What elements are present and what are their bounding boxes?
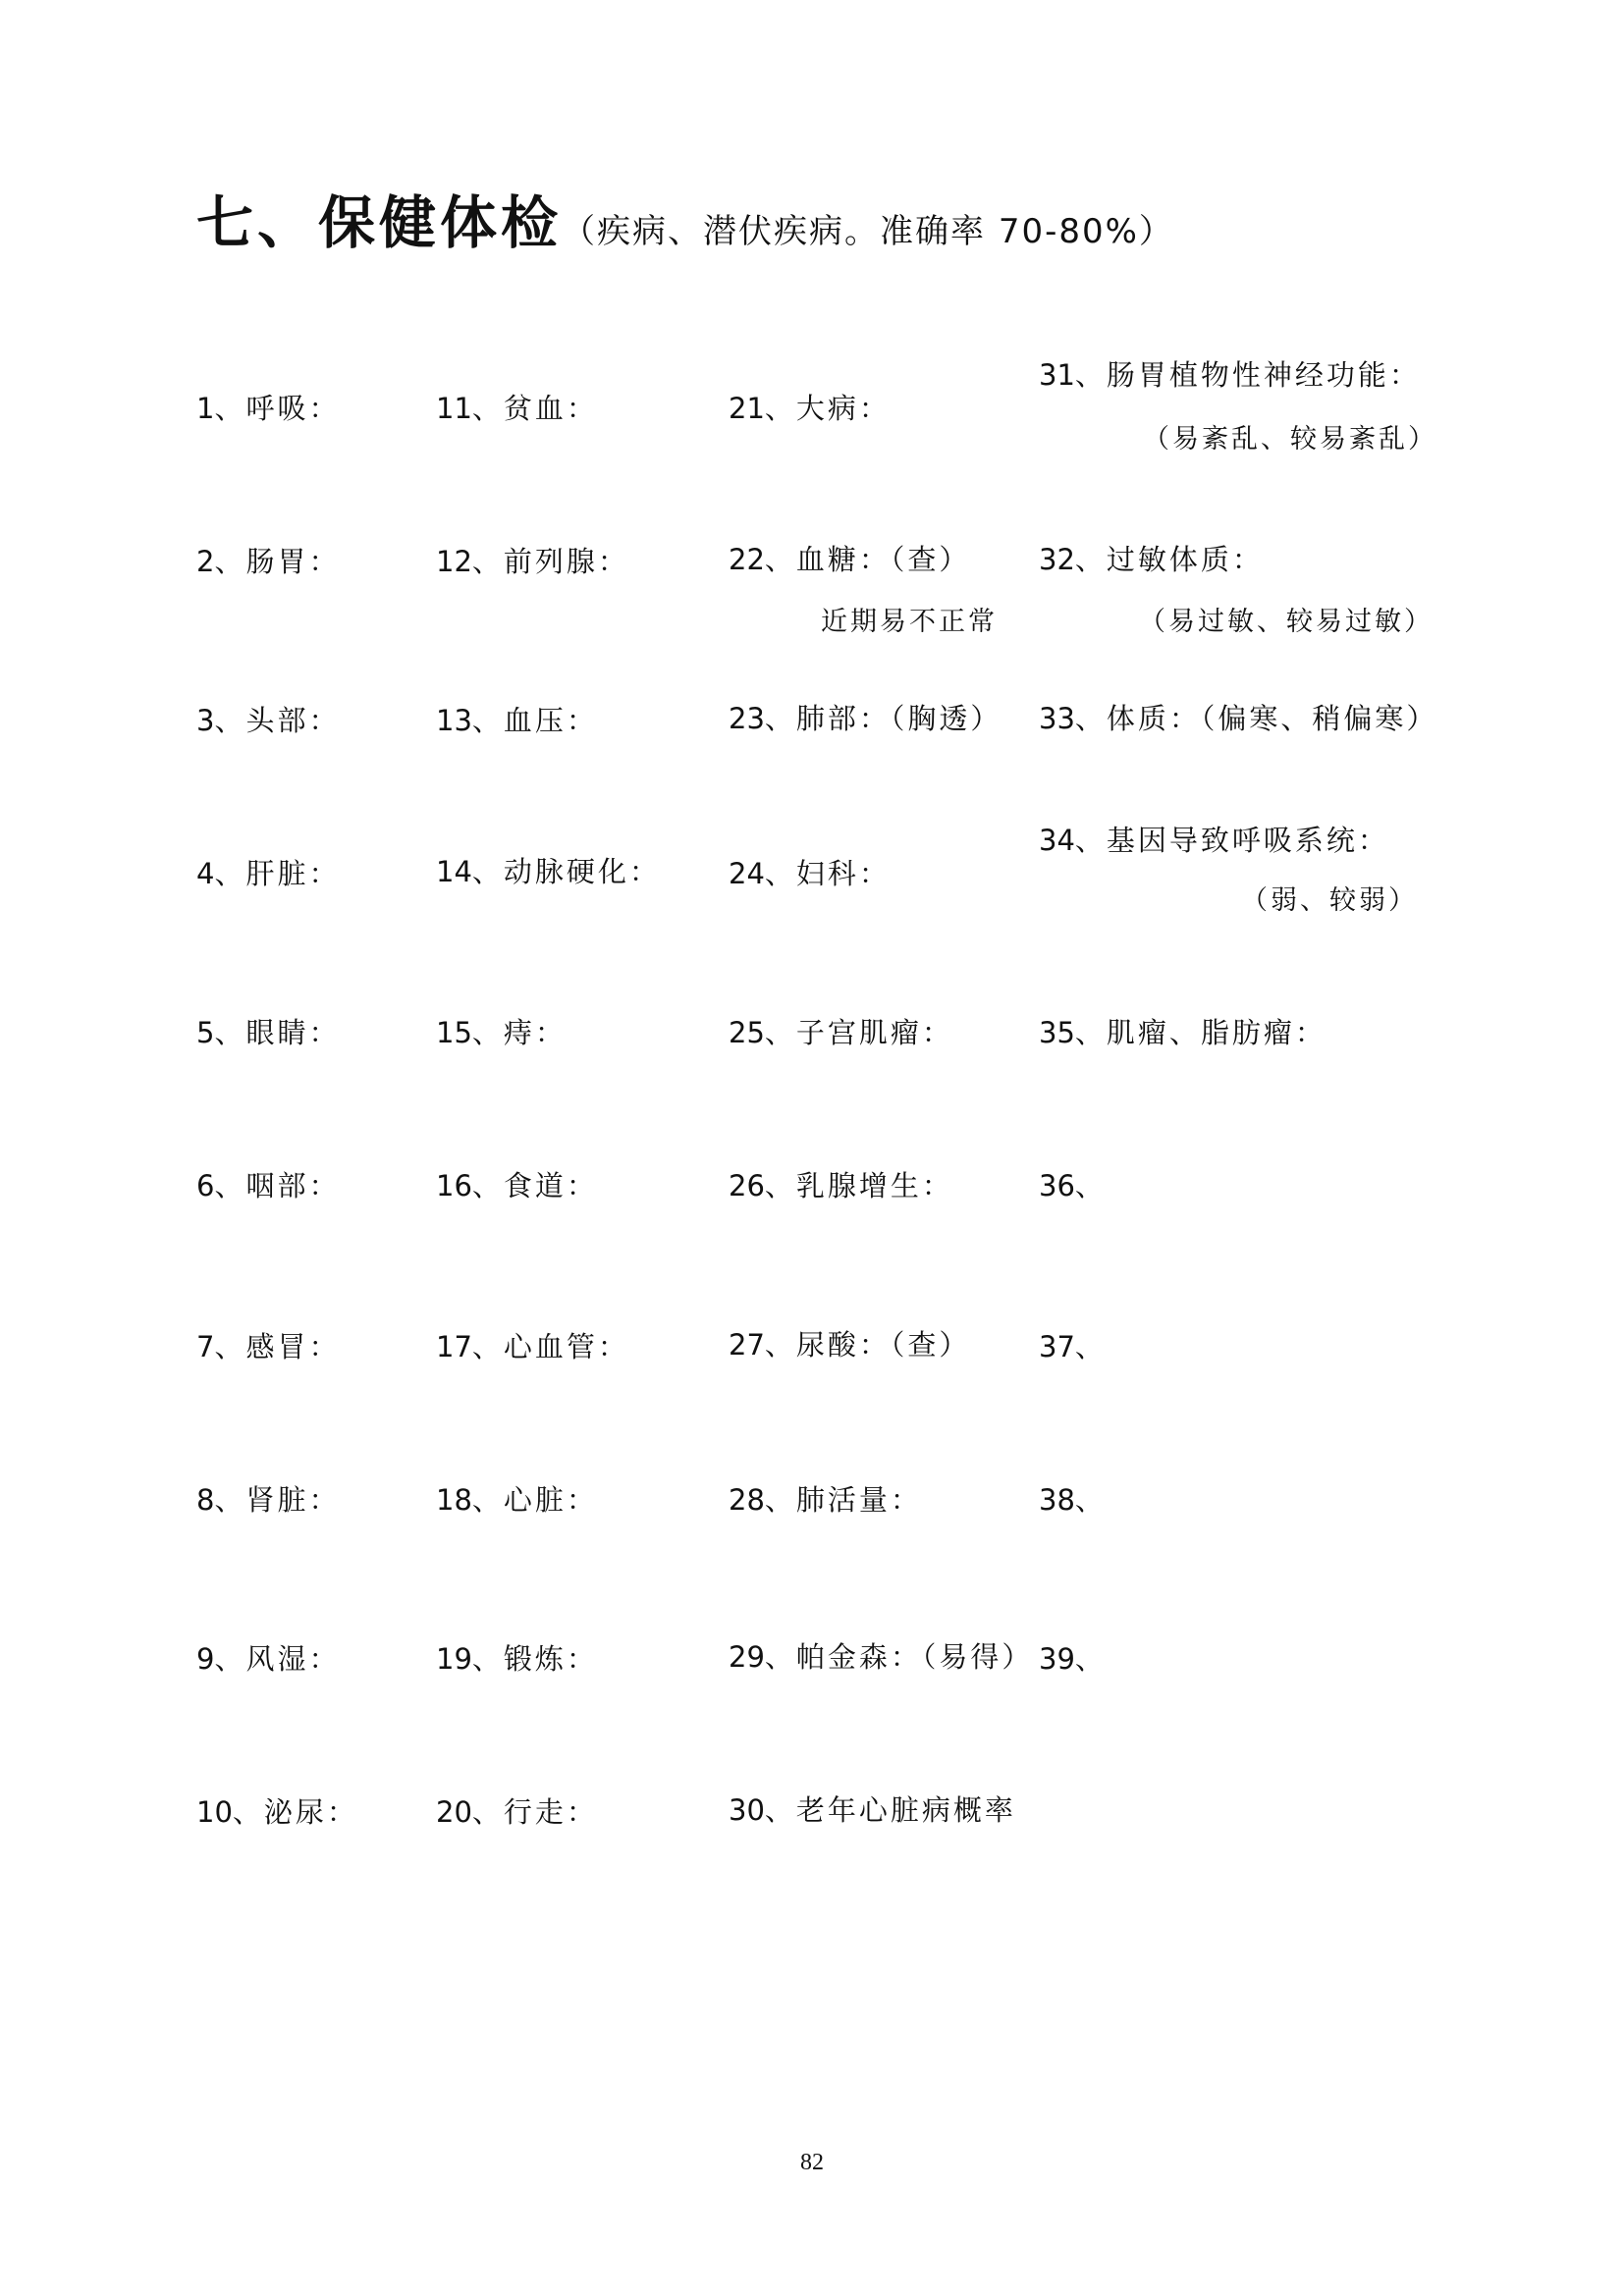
item-note: （易过敏、较易过敏）	[1139, 607, 1434, 637]
list-item: 10、泌尿：	[196, 1795, 358, 1829]
list-item: 15、痔：	[436, 1016, 567, 1049]
list-item: 8、肾脏：	[196, 1483, 341, 1517]
list-item: 28、肺活量：	[729, 1483, 922, 1517]
list-item: 25、子宫肌瘤：	[729, 1016, 953, 1049]
list-item: 21、大病：	[729, 392, 891, 425]
list-item: 20、行走：	[436, 1795, 598, 1829]
title-subtitle: （疾病、潜伏疾病。准确率 70-80%）	[562, 212, 1174, 251]
list-item: 12、前列腺：	[436, 545, 629, 578]
page-title	[196, 177, 1174, 259]
list-item: 38、	[1039, 1483, 1107, 1517]
list-item: 37、	[1039, 1330, 1107, 1363]
page-number: 82	[800, 2150, 824, 2175]
list-item: 36、	[1039, 1169, 1107, 1202]
title-main: 七、保健体检	[196, 189, 563, 256]
list-item: 19、锻炼：	[436, 1642, 598, 1676]
list-item: 13、血压：	[436, 704, 598, 737]
list-item: 26、乳腺增生：	[729, 1169, 953, 1202]
list-item: 11、贫血：	[436, 392, 598, 425]
item-note: （易紊乱、较易紊乱）	[1143, 424, 1437, 454]
list-item: 1、呼吸：	[196, 392, 341, 425]
list-item: 18、心脏：	[436, 1483, 598, 1517]
list-item: 17、心血管：	[436, 1330, 629, 1363]
list-item: 30、老年心脏病概率	[729, 1793, 1016, 1827]
list-item: 7、感冒：	[196, 1330, 341, 1363]
list-item: 35、肌瘤、脂肪瘤：	[1039, 1016, 1326, 1049]
list-item: 5、眼睛：	[196, 1016, 341, 1049]
list-item: 16、食道：	[436, 1169, 598, 1202]
list-item: 33、体质：（偏寒、稍偏寒）	[1039, 702, 1438, 735]
list-item: 22、血糖：（查）	[729, 543, 971, 576]
list-item: 29、帕金森：（易得）	[729, 1640, 1034, 1674]
item-note: （弱、较弱）	[1241, 885, 1418, 916]
list-item: 39、	[1039, 1642, 1107, 1676]
list-item: 24、妇科：	[729, 857, 891, 890]
list-item: 14、动脉硬化：	[436, 855, 661, 888]
list-item: 2、肠胃：	[196, 545, 341, 578]
list-item: 32、过敏体质：	[1039, 543, 1264, 576]
list-item: 34、基因导致呼吸系统：	[1039, 824, 1389, 857]
item-note: 近期易不正常	[821, 607, 998, 637]
list-item: 9、风湿：	[196, 1642, 341, 1676]
list-item: 23、肺部：（胸透）	[729, 702, 1002, 735]
list-item: 4、肝脏：	[196, 857, 341, 890]
list-item: 31、肠胃植物性神经功能：	[1039, 358, 1421, 392]
list-item: 3、头部：	[196, 704, 341, 737]
list-item: 6、咽部：	[196, 1169, 341, 1202]
list-item: 27、尿酸：（查）	[729, 1328, 971, 1362]
